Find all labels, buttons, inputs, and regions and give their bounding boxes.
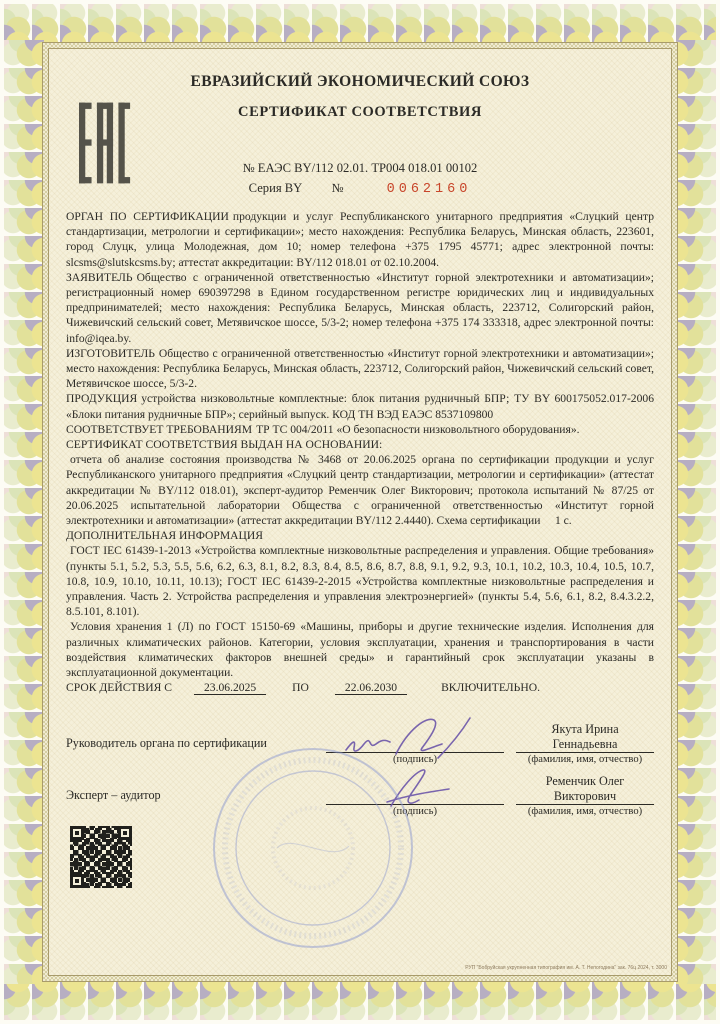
section-standards: ГОСТ IEC 61439-1-2013 «Устройства комплектные низковольтные распределения и управления. Общие требования» (пункты 5.1, 5.2, 5.3, 5.5, 5.6, 6.2, 6.3, 8.1, 8.2, 8.3, 8.4, 8.5, 8.6, 8.7, 8.8, 9.1, 9.2, 9.3, 10.1, 10.2, 10.3, 10.4, 10.5, 10.7, 10.8, 10.9, 10.10, 10.11, 10.13); ГОСТ IEC 61439-2-2015 «Устройства комплектные низковольтные распределения и управления. Часть 2. Устройства распределения и управления электроэнергией» (пункты 5.4, 5.6, 6.1, 8.2, 8.4.3.2.2, 8.5.101, 8.101). — [66, 544, 654, 619]
validity-date-from: 23.06.2025 — [194, 681, 266, 695]
section-manufacturer: ИЗГОТОВИТЕЛЬ Общество с ограниченной ответственностью «Институт горной электротехники и автоматизации»; место нахождения: Республика Беларусь, Минская область, 223712, Солигорский район, Чижевичский сельский совет, Метявичское шоссе, 5/3-2. — [66, 346, 654, 391]
signer-role: Руководитель органа по сертификации — [66, 735, 267, 750]
signature-line — [326, 782, 504, 805]
qr-code — [70, 826, 132, 888]
signature-caption: (подпись) — [393, 805, 437, 817]
number-sign: № — [331, 181, 344, 195]
name-caption: (фамилия, имя, отчество) — [527, 753, 643, 765]
guilloche-border-right — [676, 40, 716, 984]
name-caption: (фамилия, имя, отчество) — [527, 805, 643, 817]
handwritten-signature-icon — [361, 766, 471, 810]
section-certification-body: ОРГАН ПО СЕРТИФИКАЦИИ продукции и услуг Республиканского унитарного предприятия «Слуцкий центр стандартизации, метрологии и сертификации»; место нахождения: Республика Беларусь, Минская область, 223601, город Слуцк, улица Молодежная, дом 10; номер телефона +375 1795 45771; адрес электронной почты: slcsms@slutskcsms.by; аттестат аккредитации: BY/112 018.01 от 02.10.2004. — [66, 210, 654, 269]
qr-finder-pattern — [70, 826, 84, 840]
section-complies-with: СООТВЕТСТВУЕТ ТРЕБОВАНИЯМ ТР ТС 004/2011 «О безопасности низковольтного оборудования». — [66, 422, 580, 436]
series-number: 0062160 — [386, 182, 472, 197]
certificate-number: № ЕАЭС BY/112 02.01. ТР004 018.01 00102 — [242, 161, 478, 175]
signer-name: Якута Ирина Геннадьевна — [516, 722, 654, 753]
section-issued-on-basis-heading: СЕРТИФИКАТ СООТВЕТСТВИЯ ВЫДАН НА ОСНОВАНИИ: — [66, 438, 383, 452]
validity-date-to: 22.06.2030 — [335, 681, 407, 695]
section-product: ПРОДУКЦИЯ устройства низковольтные комплектные: блок питания рудничный БПР; ТУ BY 600175052.017-2006 «Блоки питания рудничные БПР»; серийный выпуск. КОД ТН ВЭД ЕАЭС 8537109800 — [66, 392, 654, 421]
union-title: ЕВРАЗИЙСКИЙ ЭКОНОМИЧЕСКИЙ СОЮЗ — [190, 73, 530, 90]
qr-finder-pattern — [70, 874, 84, 888]
signer-name: Ременчик Олег Викторович — [516, 774, 654, 805]
eac-mark-icon — [79, 101, 131, 190]
certificate-body-text — [66, 209, 654, 696]
signature-row-expert — [66, 774, 654, 817]
signer-role: Эксперт – аудитор — [66, 787, 161, 802]
printer-note: РУП "Бобруйская укрупненная типография им. А. Т. Непогодина" зак. 76ц 2024, т. 3000 — [465, 965, 667, 971]
series-label: Серия BY — [248, 181, 303, 195]
validity-label-from: СРОК ДЕЙСТВИЯ С — [66, 681, 172, 695]
signature-block — [66, 722, 654, 817]
section-issued-on-basis-body: отчета об анализе состояния производства № 3468 от 20.06.2025 органа по сертификации продукции и услуг Республиканского унитарного предприятия «Слуцкий центр стандартизации, метрологии и сертификации» (аттестат аккредитации № BY/112 018.01), эксперт-аудитор Ременчик Олег Викторович; протокола испытаний № 87/25 от 20.06.2025 испытательной лаборатории Общества с ограниченной ответственностью «Институт горной электротехники и автоматизации» (аттестат аккредитации BY/112 2.4440). Схема сертификации 1 с. — [66, 453, 654, 528]
guilloche-border-top — [4, 4, 716, 44]
validity-label-inclusive: ВКЛЮЧИТЕЛЬНО. — [441, 681, 540, 695]
guilloche-border-left — [4, 40, 44, 984]
series-line — [66, 181, 654, 197]
validity-label-to: ПО — [292, 681, 309, 695]
signature-line — [326, 730, 504, 753]
qr-finder-pattern — [118, 826, 132, 840]
section-storage-conditions: Условия хранения 1 (Л) по ГОСТ 15150-69 «Машины, приборы и другие технические изделия. Исполнения для различных климатических районов. Категории, условия эксплуатации, хранения и транспортирования в части воздействия климатических факторов внешней среды» и гарантийный срок эксплуатации указаны в эксплуатационной документации. — [66, 620, 654, 680]
validity-period-line — [66, 680, 654, 695]
signature-caption: (подпись) — [393, 753, 437, 765]
inner-frame — [42, 42, 678, 982]
signature-row-head — [66, 722, 654, 765]
guilloche-border-bottom — [4, 980, 716, 1020]
section-additional-info-heading: ДОПОЛНИТЕЛЬНАЯ ИНФОРМАЦИЯ — [66, 529, 263, 543]
document-title: СЕРТИФИКАТ СООТВЕТСТВИЯ — [238, 104, 482, 120]
certificate-field — [48, 48, 672, 976]
section-applicant: ЗАЯВИТЕЛЬ Общество с ограниченной ответственностью «Институт горной электротехники и автоматизации»; регистрационный номер 690397298 в Едином государственном регистре юридических лиц и индивидуальных предпринимателей; место нахождения: Республика Беларусь, Минская область, 223712, Солигорский район, Чижевичский сельский совет, Метявичское шоссе, 5/3-2; номер телефона +375 174 333318, адрес электронной почты: info@iqea.by. — [66, 270, 654, 345]
